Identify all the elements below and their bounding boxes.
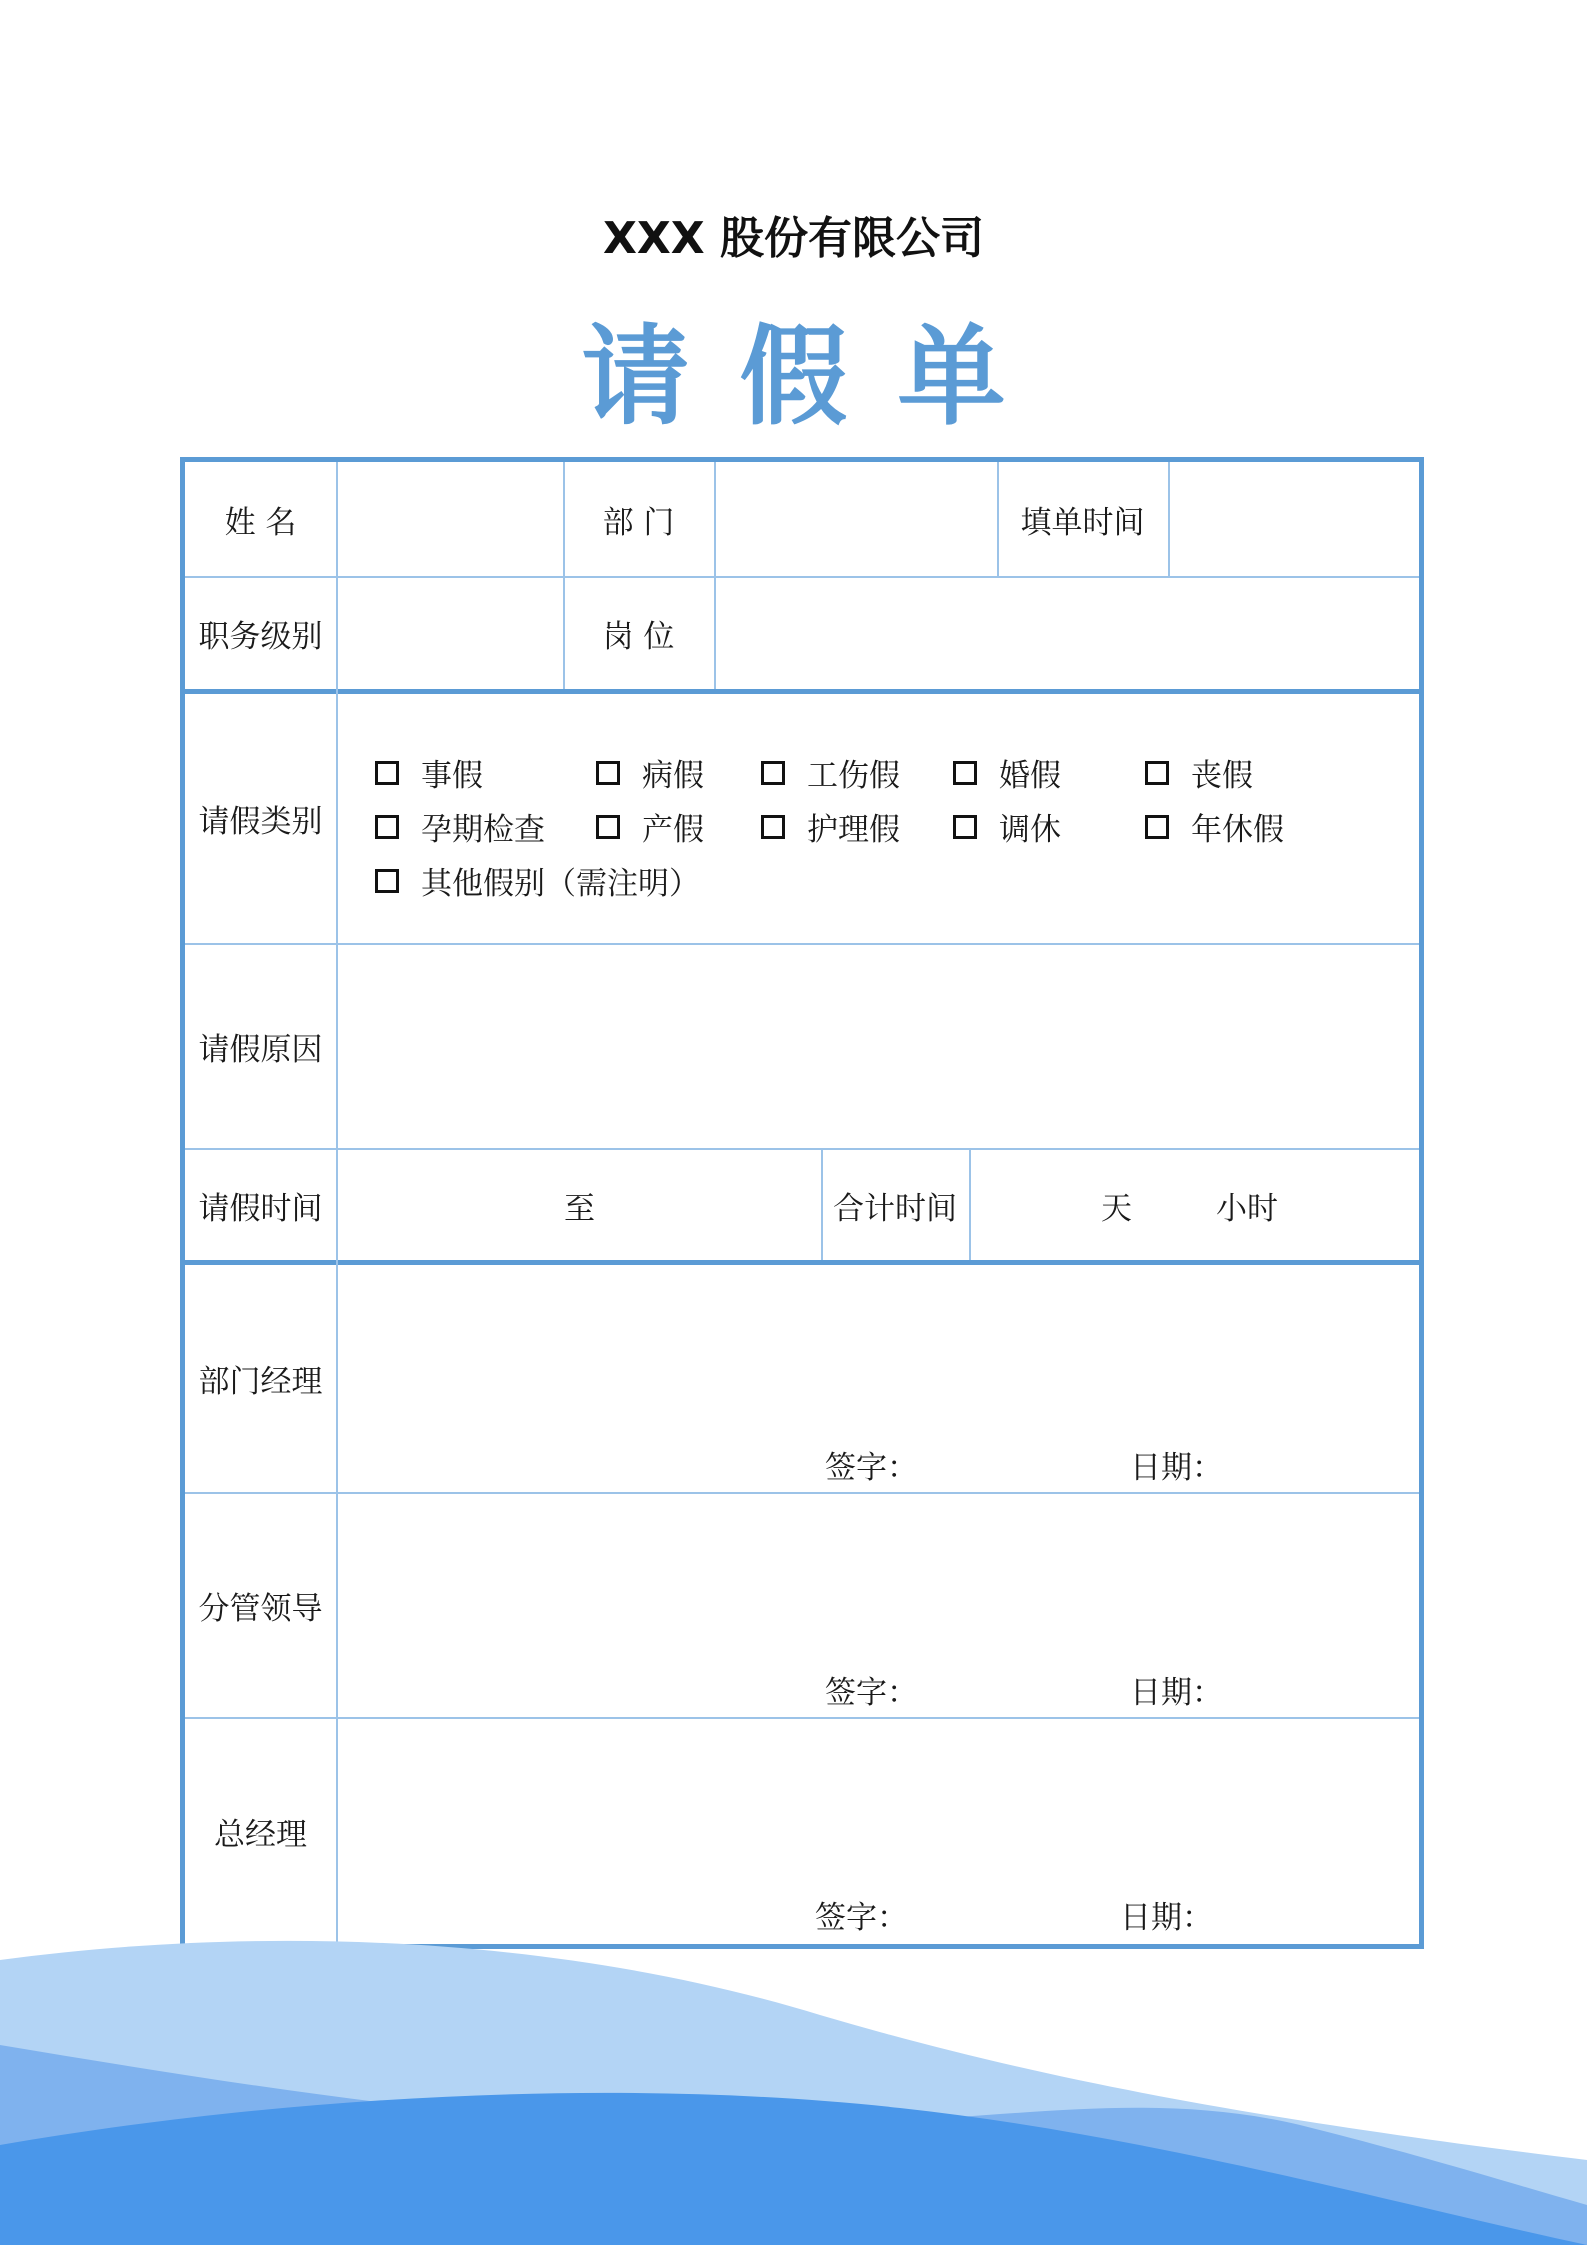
name-field[interactable] bbox=[338, 462, 563, 576]
leave-option-maternity[interactable]: 产假 bbox=[596, 804, 704, 849]
leave-time-label: 请假时间 bbox=[198, 1190, 323, 1227]
checkbox[interactable] bbox=[596, 815, 620, 839]
total-time-field[interactable] bbox=[971, 1150, 1419, 1260]
leave-time-range-field[interactable] bbox=[338, 1150, 821, 1260]
total-time-label: 合计时间 bbox=[833, 1190, 957, 1227]
department-field[interactable] bbox=[716, 462, 997, 576]
form-title: 请假单 bbox=[581, 315, 1056, 440]
name-label: 姓 名 bbox=[224, 504, 297, 541]
leave-option-sick[interactable]: 病假 bbox=[596, 750, 704, 795]
leave-reason-label: 请假原因 bbox=[198, 1032, 323, 1068]
fill-time-label: 填单时间 bbox=[1020, 504, 1145, 541]
checkbox[interactable] bbox=[761, 761, 785, 785]
leave-option-other[interactable]: 其他假别（需注明） bbox=[375, 858, 700, 903]
leave-option-personal[interactable]: 事假 bbox=[375, 750, 483, 795]
dept-manager-label: 部门经理 bbox=[198, 1364, 323, 1400]
section-divider bbox=[185, 689, 1419, 694]
checkbox[interactable] bbox=[375, 815, 399, 839]
decorative-wave-footer bbox=[0, 1920, 1587, 2245]
division-leader-sign-label: 签字： bbox=[825, 1675, 918, 1711]
leave-type-label: 请假类别 bbox=[198, 804, 323, 840]
leave-reason-field[interactable] bbox=[338, 945, 1419, 1148]
general-manager-label: 总经理 bbox=[214, 1817, 307, 1853]
rank-label: 职务级别 bbox=[198, 619, 323, 655]
leave-option-injury[interactable]: 工伤假 bbox=[761, 750, 900, 795]
hour-unit: 小时 bbox=[1216, 1190, 1278, 1227]
department-label: 部 门 bbox=[602, 504, 675, 541]
leave-option-marriage[interactable]: 婚假 bbox=[953, 750, 1061, 795]
post-field[interactable] bbox=[716, 578, 1419, 689]
checkbox[interactable] bbox=[761, 815, 785, 839]
company-name: XXX 股份有限公司 bbox=[602, 213, 985, 264]
division-leader-date-label: 日期： bbox=[1130, 1675, 1223, 1711]
rank-field[interactable] bbox=[338, 578, 563, 689]
post-label: 岗 位 bbox=[602, 619, 675, 655]
general-manager-date-label: 日期： bbox=[1120, 1900, 1213, 1936]
division-leader-label: 分管领导 bbox=[198, 1591, 323, 1627]
checkbox[interactable] bbox=[1145, 761, 1169, 785]
dept-manager-sign-label: 签字： bbox=[825, 1450, 918, 1486]
general-manager-sign-label: 签字： bbox=[815, 1900, 908, 1936]
leave-option-bereavement[interactable]: 丧假 bbox=[1145, 750, 1253, 795]
day-unit: 天 bbox=[1101, 1190, 1132, 1227]
checkbox[interactable] bbox=[1145, 815, 1169, 839]
leave-option-nursing[interactable]: 护理假 bbox=[761, 804, 900, 849]
leave-option-compensatory[interactable]: 调休 bbox=[953, 804, 1061, 849]
checkbox[interactable] bbox=[953, 761, 977, 785]
leave-form-table bbox=[180, 457, 1424, 1949]
dept-manager-date-label: 日期： bbox=[1130, 1450, 1223, 1486]
leave-option-prenatal[interactable]: 孕期检查 bbox=[375, 804, 545, 849]
checkbox[interactable] bbox=[596, 761, 620, 785]
checkbox[interactable] bbox=[375, 761, 399, 785]
to-text: 至 bbox=[564, 1190, 595, 1227]
leave-option-annual[interactable]: 年休假 bbox=[1145, 804, 1284, 849]
fill-time-field[interactable] bbox=[1170, 462, 1419, 576]
checkbox[interactable] bbox=[375, 869, 399, 893]
checkbox[interactable] bbox=[953, 815, 977, 839]
